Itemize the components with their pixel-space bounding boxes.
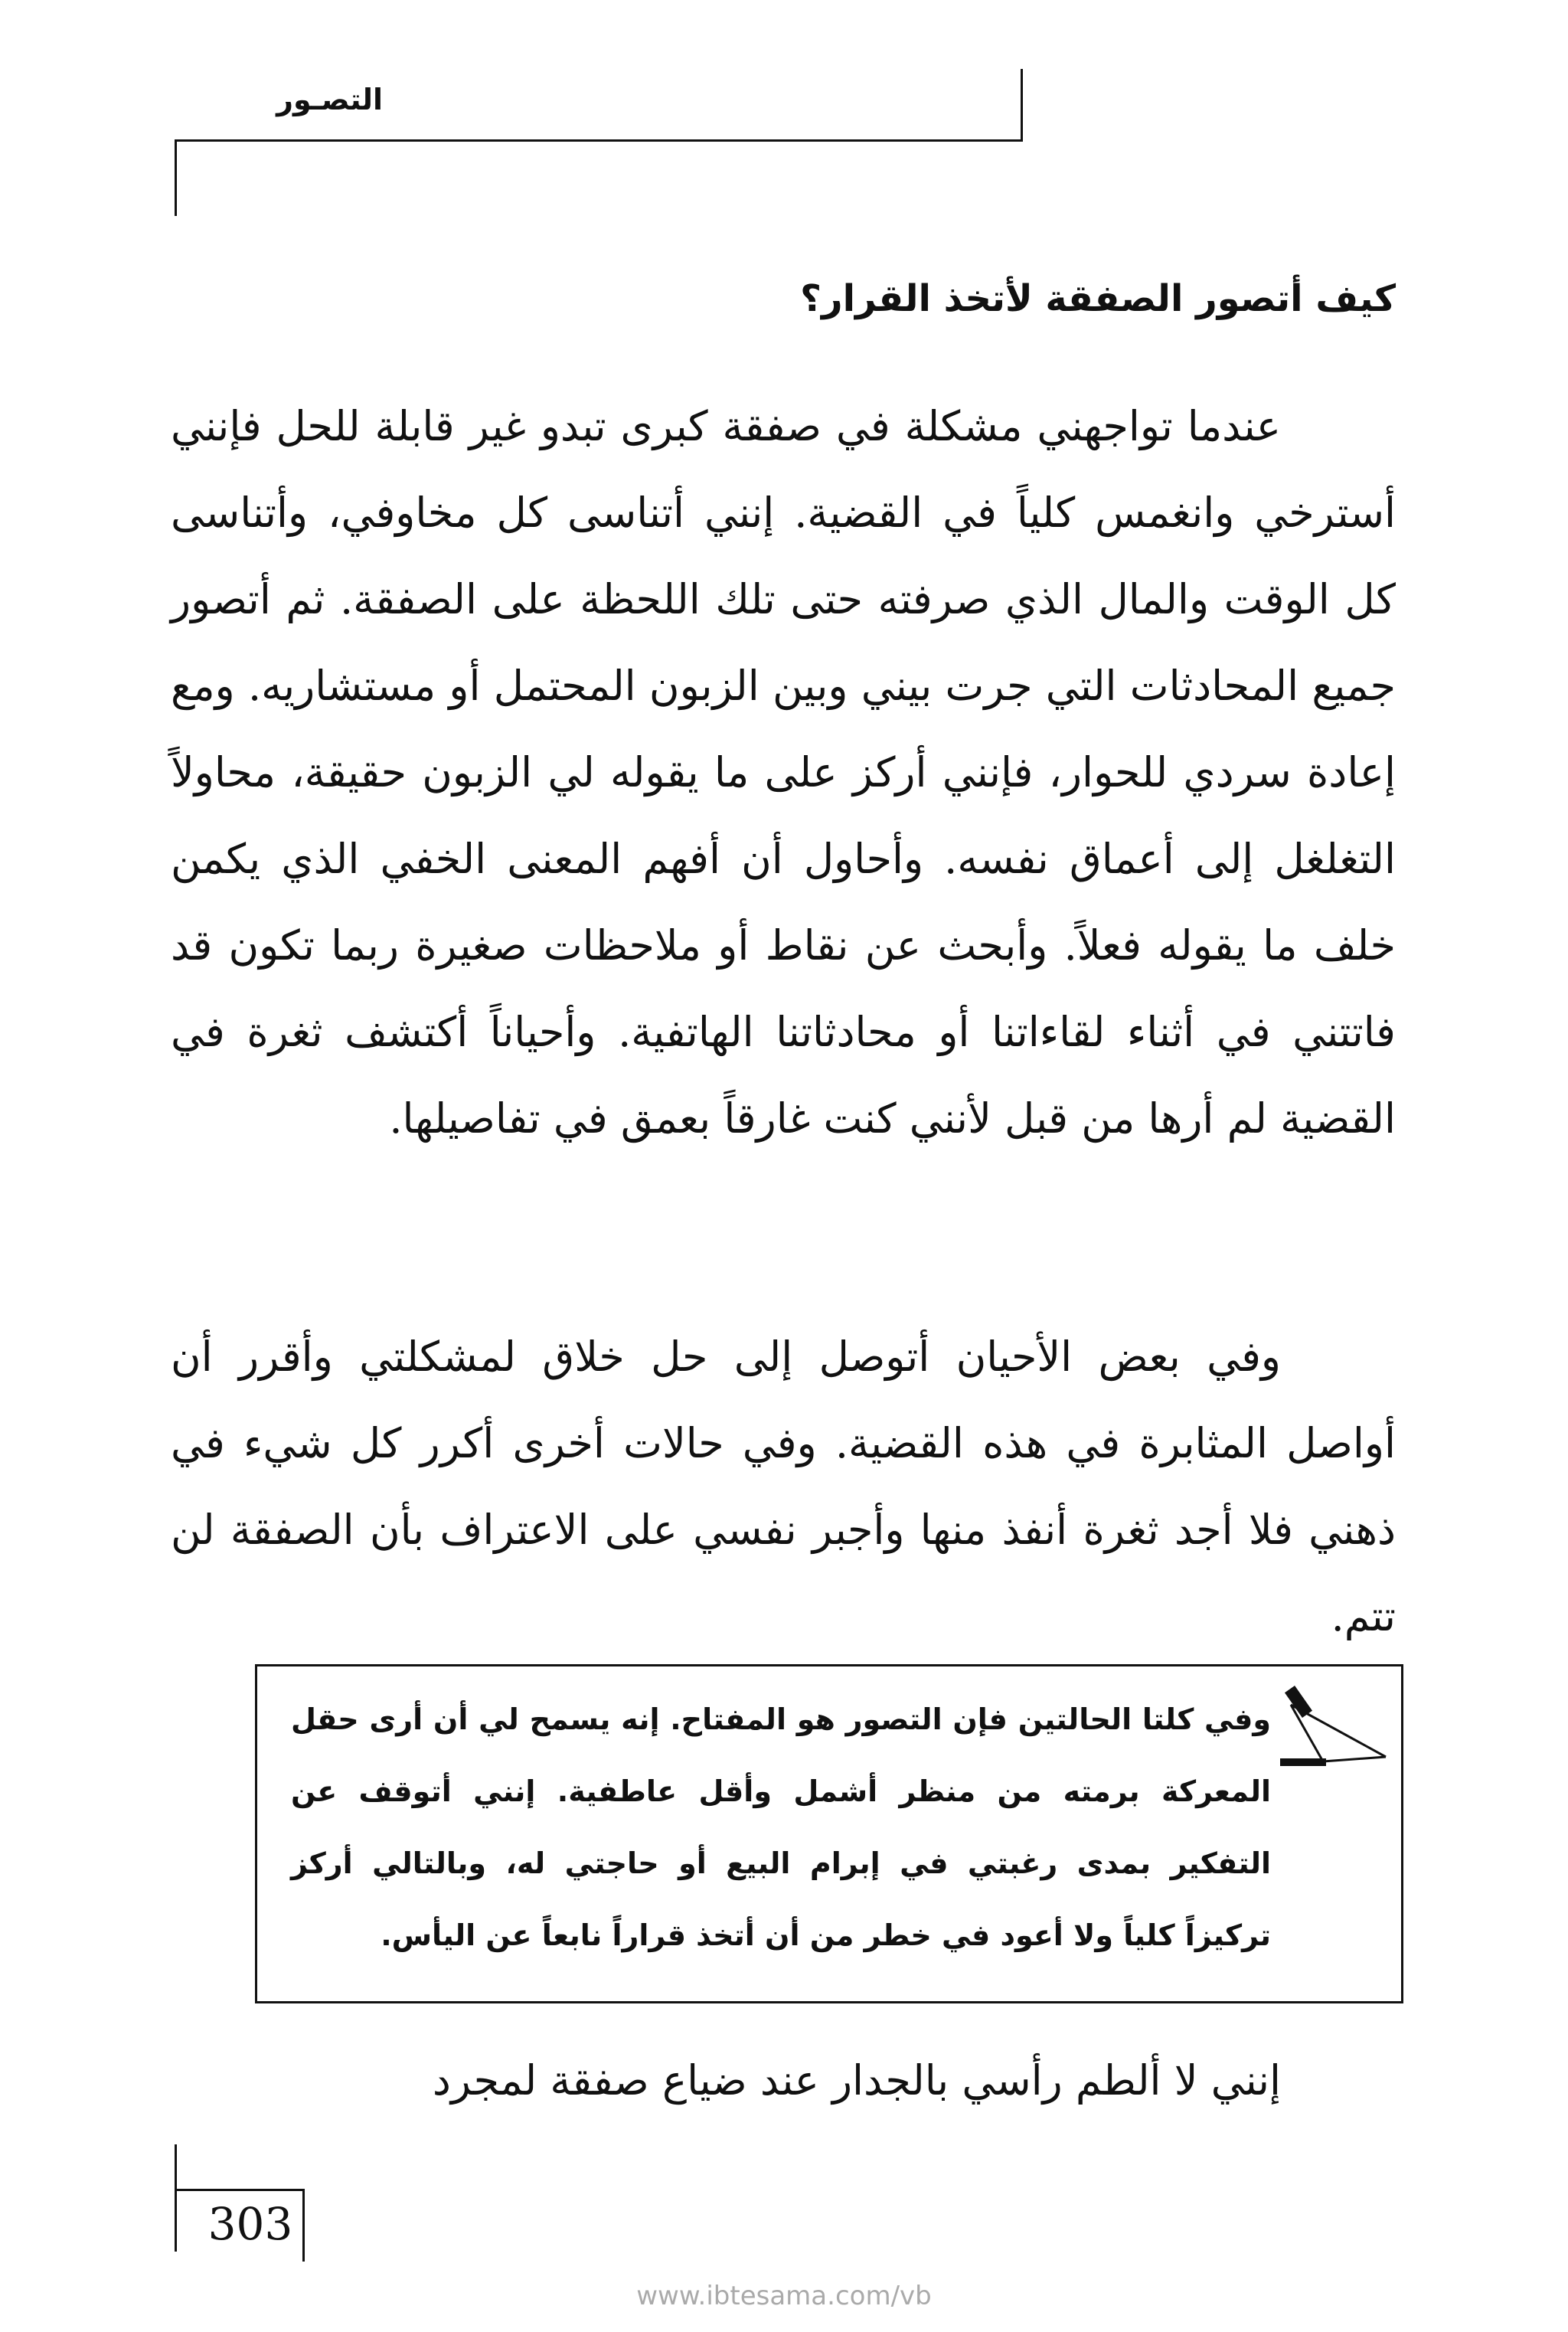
header-rule-right-vertical [1021, 69, 1023, 142]
page-number: 303 [207, 2198, 293, 2250]
callout-text: وفي كلتا الحالتين فإن التصور هو المفتاح. إنه يسمح لي أن أرى حقل المعركة برمته من منظر أشمل وأقل عاطفية. إنني أتوقف عن التفكير بمدى رغبتي في إبرام البيع أو حاجتي له، وبالتالي أركز تركيزاً كلياً ولا أعود في خطر من أن أتخذ قراراً نابعاً عن اليأس. [291, 1702, 1271, 1952]
body-paragraph-1: عندما تواجهني مشكلة في صفقة كبرى تبدو غير قابلة للحل فإنني أسترخي وانغمس كلياً في القضية. إنني أتناسى كل مخاوفي، وأتناسى كل الوقت والمال الذي صرفته حتى تلك اللحظة على الصفقة. ثم أتصور جميع المحادثات التي جرت بيني وبين الزبون المحتمل أو مستشاريه. ومع إعادة سردي للحوار، فإنني أركز على ما يقوله لي الزبون حقيقة، محاولاً التغلغل إلى أعماق نفسه. وأحاول أن أفهم المعنى الخفي الذي يكمن خلف ما يقوله فعلاً. وأبحث عن نقاط أو ملاحظات صغيرة ربما تكون قد فاتتني في أثناء لقاءاتنا أو محادثاتنا الهاتفية. وأحياناً أكتشف ثغرة في القضية لم أرها من قبل لأنني كنت غارقاً بعمق في تفاصيلها. [171, 402, 1396, 1143]
body-paragraph-2: وفي بعض الأحيان أتوصل إلى حل خلاق لمشكلتي وأقرر أن أواصل المثابرة في هذه القضية. وفي حالات أخرى أكرر كل شيء في ذهني فلا أجد ثغرة أنفذ منها وأجبر نفسي على الاعتراف بأن الصفقة لن تتم. [171, 1333, 1396, 1640]
watermark-link[interactable]: www.ibtesama.com/vb [636, 2281, 932, 2311]
body-paragraph-3: إنني لا ألطم رأسي بالجدار عند ضياع صفقة لمجرد [432, 2056, 1281, 2105]
footer-rule-vertical-left [175, 2144, 177, 2252]
header-rule-left-vertical [175, 139, 177, 216]
callout-box [255, 1664, 1403, 2003]
section-heading: كيف أتصور الصفقة لأتخذ القرار؟ [800, 277, 1396, 320]
running-header-title: التصـور [276, 83, 383, 116]
footer-rule-vertical-right [302, 2189, 305, 2262]
footer-rule-horizontal [175, 2189, 305, 2191]
pen-icon [1277, 1682, 1392, 1774]
header-rule-horizontal [175, 139, 1023, 142]
